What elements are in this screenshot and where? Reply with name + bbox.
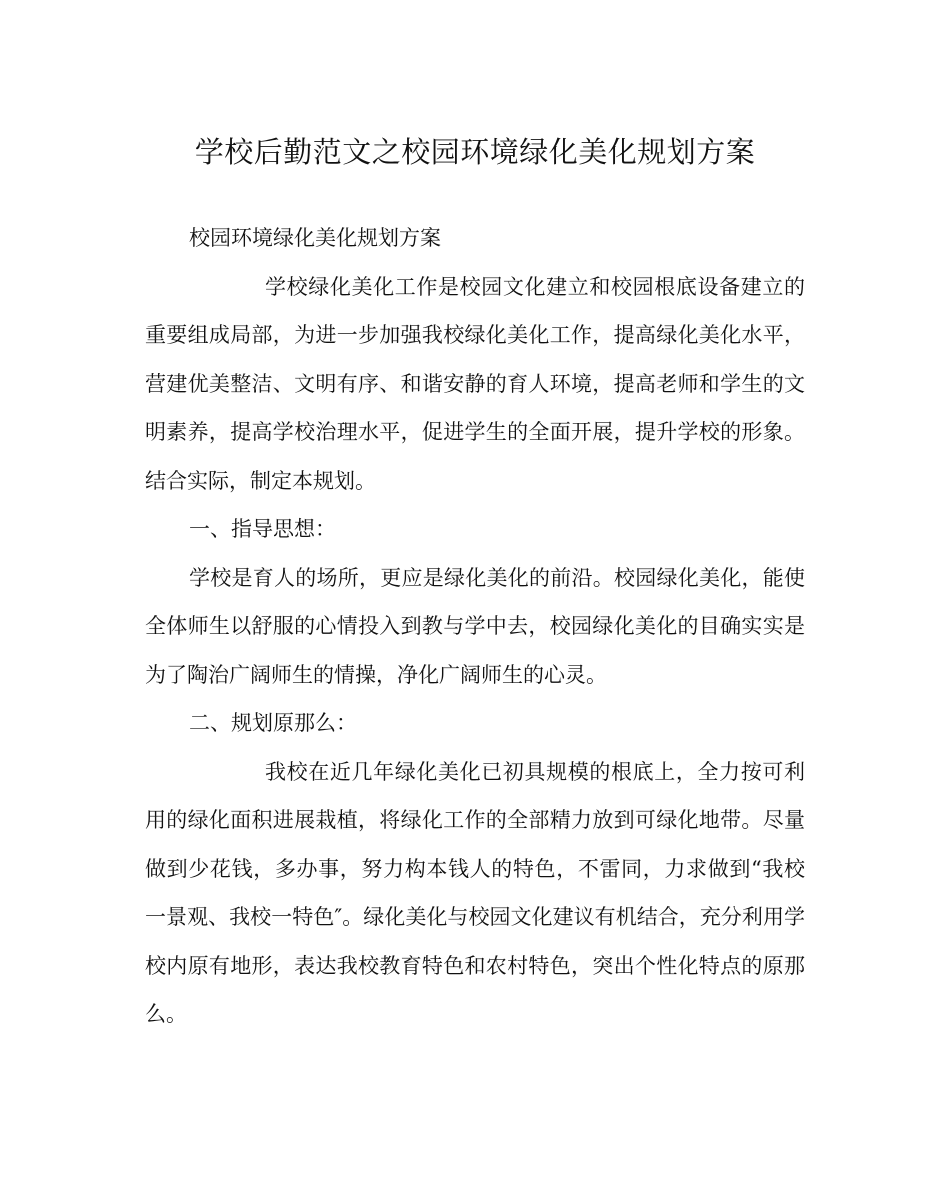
document-title: 学校后勤范文之校园环境绿化美化规划方案: [194, 135, 756, 169]
document-body: [145, 214, 805, 1039]
section-heading: 校园环境绿化美化规划方案: [189, 226, 441, 250]
planning-principle-heading: 二、规划原那么：: [189, 711, 357, 735]
guiding-thought-heading: 一、指导思想：: [189, 517, 336, 541]
planning-principle-paragraph: 我校在近几年绿化美化已初具规模的根底上，全力按可利用的绿化面积进展栽植，将绿化工作的全部精力放到可绿化地带。尽量做到少花钱，多办事，努力构本钱人的特色，不雷同，力求做到“我校一景观、我校一特色″。绿化美化与校园文化建议有机结合，充分利用学校内原有地形，表达我校教育特色和农村特色，突出个性化特点的原那么。: [145, 759, 805, 1026]
guiding-thought-paragraph: 学校是育人的场所，更应是绿化美化的前沿。校园绿化美化，能使全体师生以舒服的心情投入到教与学中去，校园绿化美化的目确实实是为了陶治广阔师生的情操，净化广阔师生的心灵。: [145, 565, 805, 687]
intro-paragraph: 学校绿化美化工作是校园文化建立和校园根底设备建立的重要组成局部，为进一步加强我校绿化美化工作，提高绿化美化水平，营建优美整洁、文明有序、和谐安静的育人环境，提高老师和学生的文明素养，提高学校治理水平，促进学生的全面开展，提升学校的形象。结合实际，制定本规划。: [145, 274, 805, 493]
